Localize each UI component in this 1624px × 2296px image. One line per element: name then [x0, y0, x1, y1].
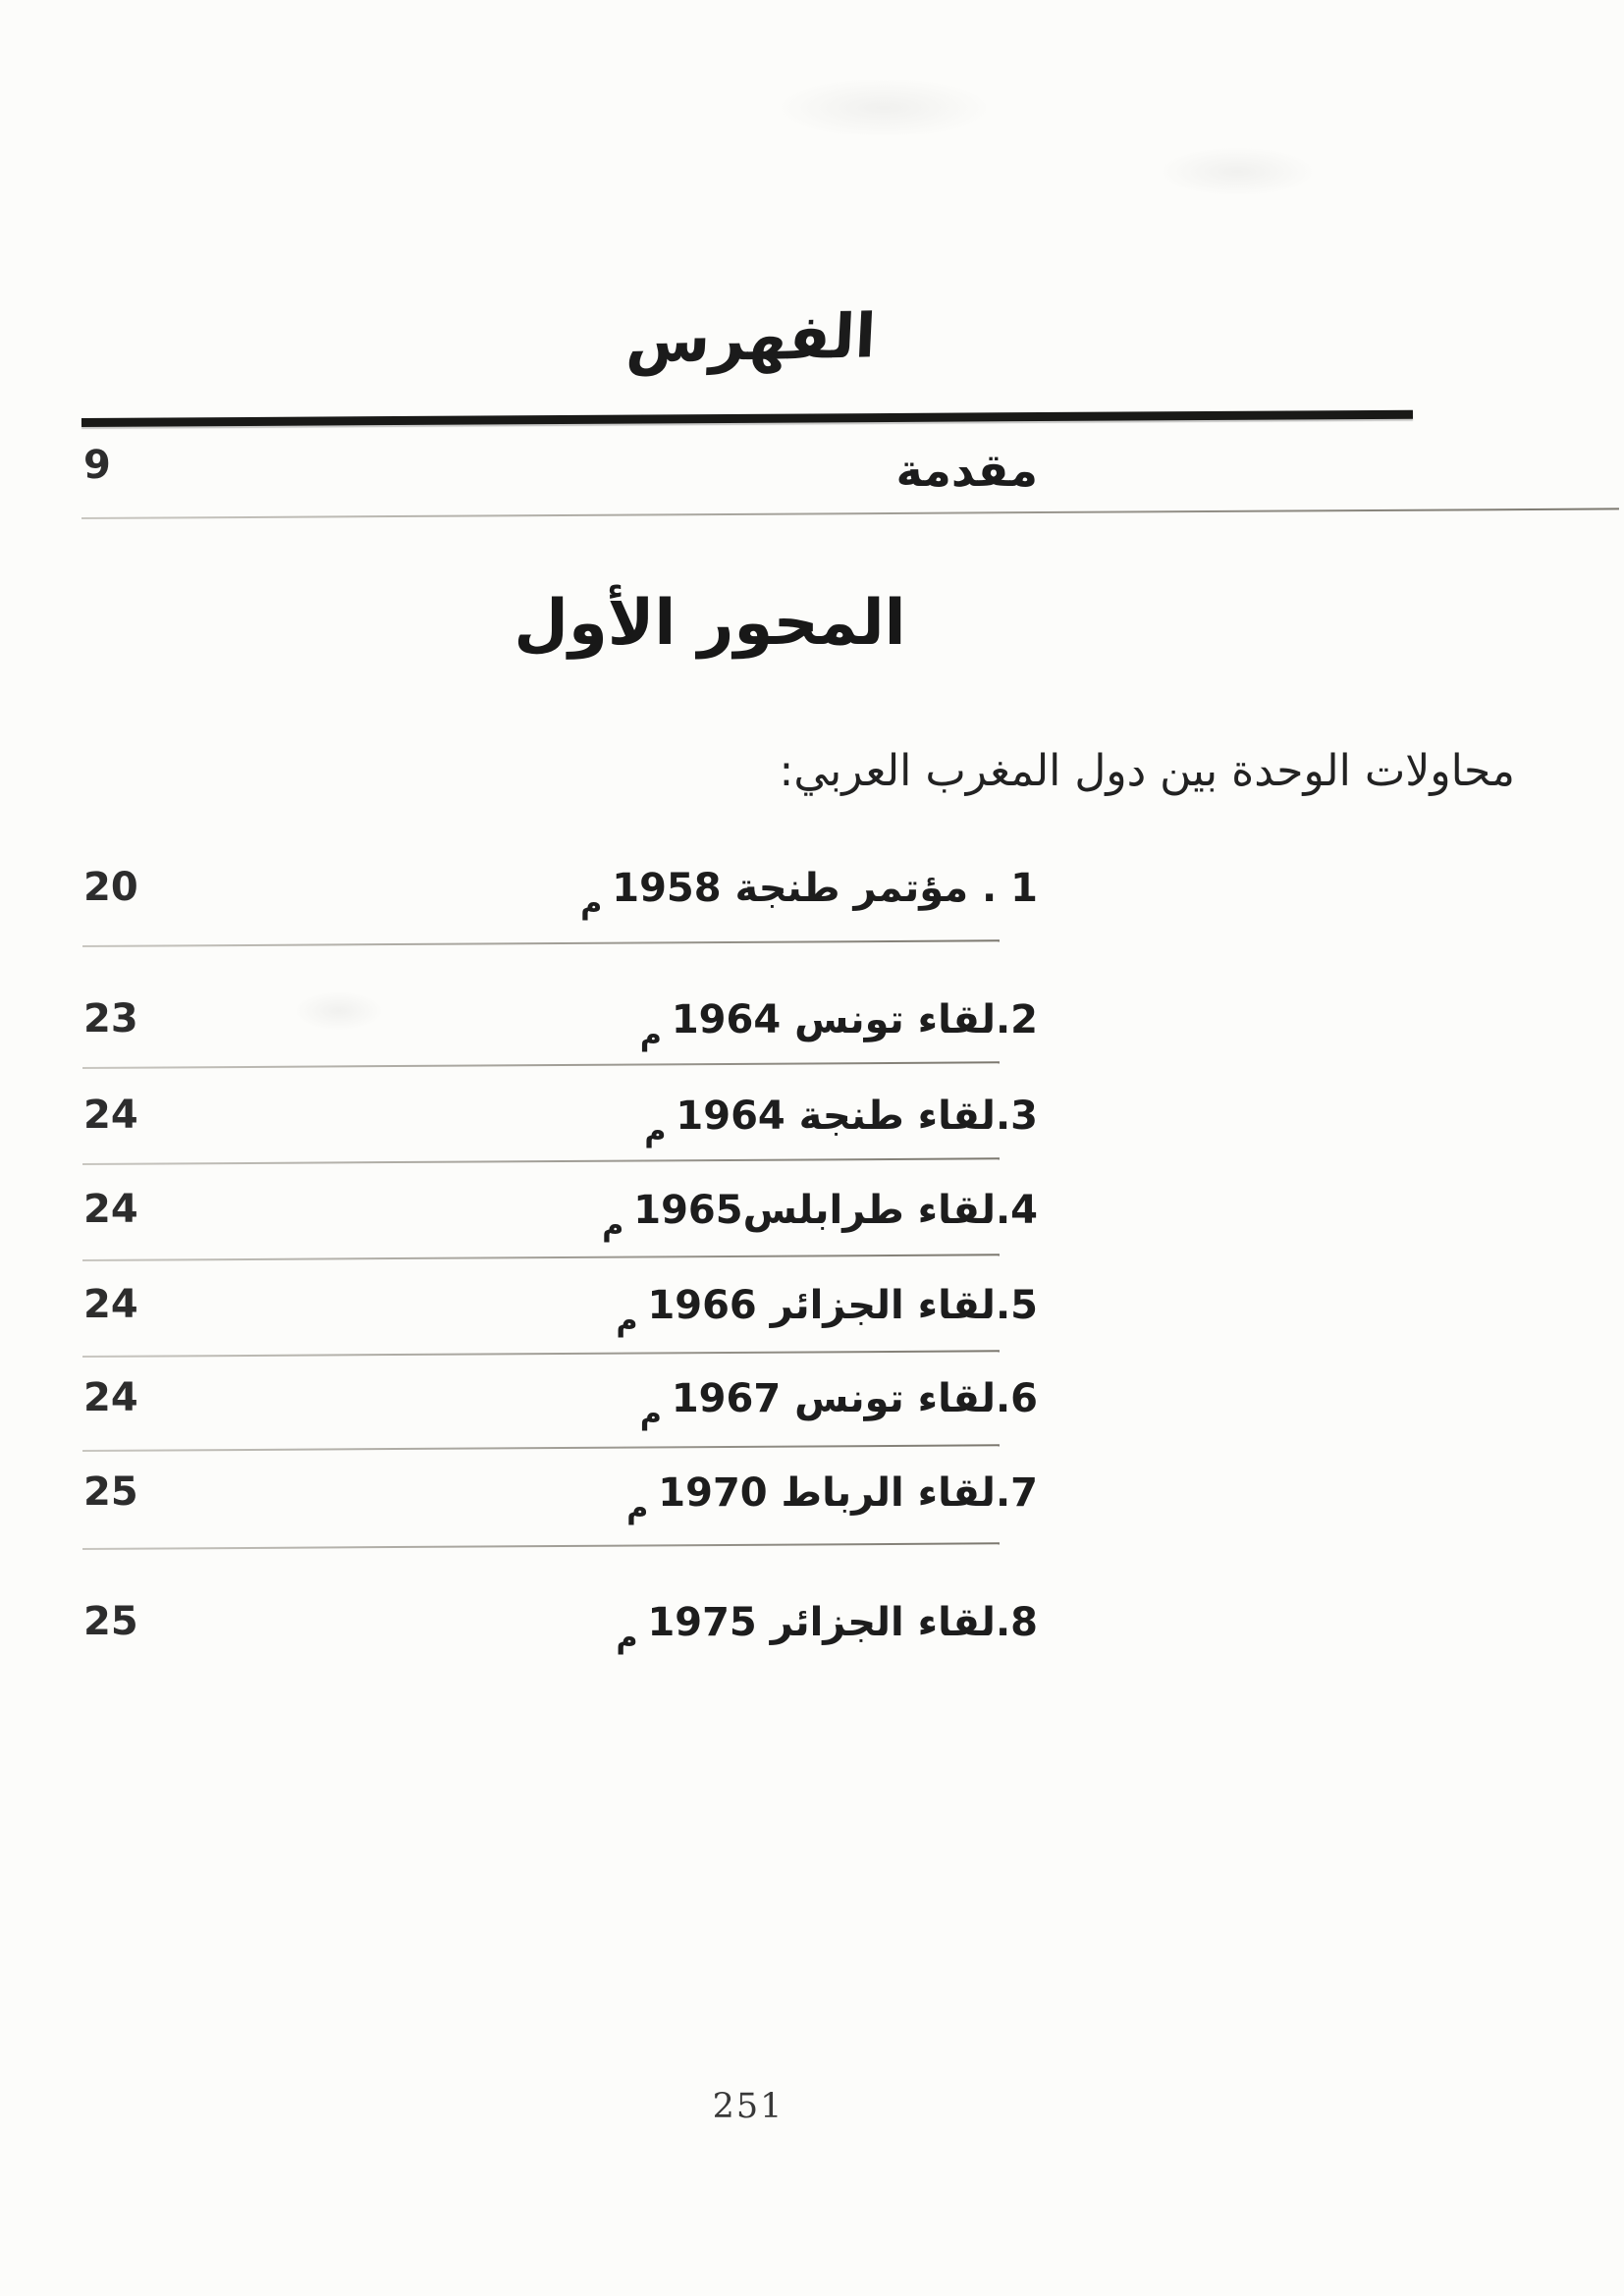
entry-separator — [82, 1061, 1000, 1069]
toc-entry-page: 25 — [83, 1599, 138, 1644]
toc-entry-page: 24 — [83, 1282, 138, 1327]
toc-entry-title: 1 . مؤتمر طنجة 1958م — [580, 866, 1038, 921]
toc-entry — [83, 1283, 1038, 1346]
intro-row — [83, 444, 1038, 497]
toc-entry-title: 3.لقاء طنجة 1964م — [644, 1094, 1038, 1148]
toc-entry-page: 24 — [83, 1093, 138, 1138]
era-mark: م — [639, 1397, 662, 1431]
era-mark: م — [602, 1208, 624, 1243]
toc-entry-title: 4.لقاء طرابلس1965م — [602, 1188, 1038, 1243]
section-heading: المحور الأول — [514, 587, 906, 660]
toc-entry-title: 8.لقاء الجزائر 1975م — [616, 1600, 1038, 1655]
toc-entry-page: 24 — [83, 1375, 138, 1420]
era-mark: م — [616, 1304, 638, 1338]
toc-entry-page: 23 — [83, 996, 138, 1041]
era-mark: م — [626, 1491, 649, 1525]
toc-entry — [83, 1094, 1038, 1156]
toc-entry — [83, 1470, 1038, 1533]
toc-title: الفهرس — [624, 299, 878, 377]
toc-entry-title: 6.لقاء تونس 1967م — [639, 1376, 1038, 1431]
era-mark: م — [580, 886, 603, 921]
entry-separator — [82, 1254, 1000, 1261]
toc-entry-title: 5.لقاء الجزائر 1966م — [616, 1283, 1038, 1338]
toc-entry-page: 25 — [83, 1469, 138, 1515]
toc-entry-title: 7.لقاء الرباط 1970م — [626, 1470, 1038, 1525]
entry-separator — [82, 1444, 1000, 1452]
toc-entry-page: 20 — [83, 865, 138, 910]
entry-separator — [82, 939, 1000, 947]
intro-rule — [81, 507, 1619, 519]
footer-page-number: 251 — [712, 2087, 785, 2126]
toc-entry — [83, 1376, 1038, 1439]
era-mark: م — [639, 1018, 662, 1052]
scan-smudge — [776, 79, 992, 137]
entry-separator — [82, 1542, 1000, 1550]
toc-entry-title: 2.لقاء تونس 1964م — [639, 997, 1038, 1052]
scan-smudge — [1159, 147, 1316, 196]
toc-entry — [83, 1600, 1038, 1663]
era-mark: م — [616, 1621, 638, 1655]
toc-entry — [83, 866, 1038, 929]
intro-page-number: 9 — [83, 443, 111, 488]
entry-separator — [82, 1157, 1000, 1165]
section-subtitle: محاولات الوحدة بين دول المغرب العربي: — [779, 746, 1515, 796]
toc-entry — [83, 1188, 1038, 1251]
entry-separator — [82, 1350, 1000, 1358]
intro-label: مقدمة — [895, 444, 1038, 497]
era-mark: م — [644, 1114, 667, 1148]
toc-entry — [83, 997, 1038, 1060]
title-rule — [81, 410, 1413, 427]
toc-entry-page: 24 — [83, 1187, 138, 1232]
